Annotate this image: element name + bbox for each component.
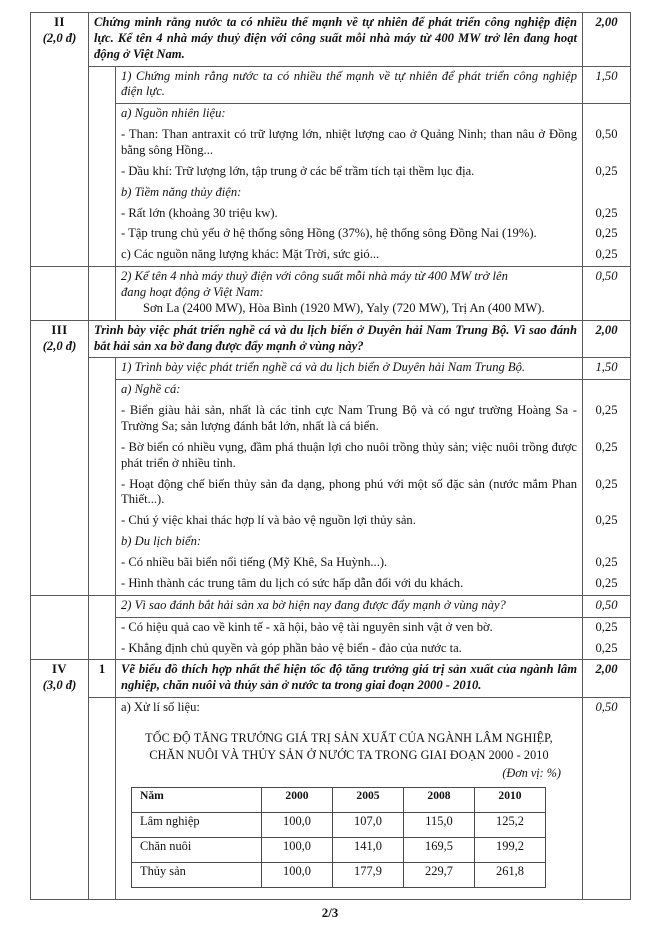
data-cell: 177,9 [333,863,404,888]
data-cell: 169,5 [404,838,475,863]
data-table-title-line-1: TỐC ĐỘ TĂNG TRƯỞNG GIÁ TRỊ SẢN XUẤT CỦA NGÀNH LÂM NGHIỆP, [145,730,553,745]
answer-score: 0,25 [583,475,631,512]
table-row [31,162,631,183]
answer-final-line-2: đang hoạt động ở Việt Nam: [121,285,264,300]
section-points: (2,0 đ) [42,30,77,45]
answer-line: - Tập trung chủ yếu ở hệ thống sông Hồng (37%), hệ thống sông Đồng Nai (19%). [116,224,583,245]
spacer-cell [89,358,116,595]
answer-score: 0,50 [583,595,631,617]
data-row-label: Thủy sản [132,863,262,888]
data-header-year: 2010 [475,788,546,813]
table-row [31,401,631,438]
data-table-header-row [132,788,546,813]
data-cell: 100,0 [262,813,333,838]
answer-line: a) Nghề cá: [116,380,583,401]
table-row [31,475,631,512]
roman-continuation [31,595,89,660]
spacer-cell [89,698,116,900]
data-block-cell [116,698,583,900]
answer-score: 0,25 [583,204,631,225]
answer-score: 1,50 [583,66,631,104]
answer-score: 0,25 [583,224,631,245]
data-cell: 125,2 [475,813,546,838]
spacer-cell [89,595,116,660]
data-table-row [132,838,546,863]
sub-label: a) Xử lí số liệu: [121,700,200,715]
answer-line-rest: Mặt Trời, sức gió... [278,247,380,262]
page-number: 2/3 [321,905,339,920]
answer-score [583,532,631,553]
section-roman-numeral: IV [52,662,67,677]
data-cell: 199,2 [475,838,546,863]
section-roman-numeral: III [51,322,68,337]
table-row [31,438,631,475]
table-row [31,595,631,617]
answer-line: - Hoạt động chế biến thủy sản đa dạng, phong phú với một số đặc sản (nước mắm Phan Thiết...). [116,475,583,512]
statistics-table [131,787,546,888]
table-row [31,358,631,380]
table-row [31,125,631,162]
spacer-cell [89,66,116,267]
section-prompt-score: 2,00 [583,320,631,358]
answer-line: b) Tiềm năng thủy điện: [116,183,583,204]
data-table-row [132,813,546,838]
table-row [31,574,631,595]
section-prompt-score: 2,00 [583,13,631,67]
data-table-title [123,730,575,764]
data-cell: 107,0 [333,813,404,838]
table-row [31,553,631,574]
answer-line: - Biển giàu hải sản, nhất là các tỉnh cực Nam Trung Bộ và có ngư trường Hoàng Sa - Trường Sa; sản lượng đánh bắt lớn, nhất là cá biển. [116,401,583,438]
answer-line: a) Nguồn nhiên liệu: [116,104,583,125]
answer-score: 0,25 [583,553,631,574]
answer-line: - Rất lớn (khoảng 30 triệu kw). [116,204,583,225]
section-roman-cell [31,320,89,595]
sub-label-score: 0,50 [583,698,631,900]
data-cell: 115,0 [404,813,475,838]
answer-score: 0,25 [583,245,631,266]
table-row [31,320,631,358]
answer-line: - Khẳng định chủ quyền và góp phần bảo vệ biển - đảo của nước ta. [116,639,583,660]
data-table-title-line-2: CHĂN NUÔI VÀ THỦY SẢN Ở NƯỚC TA TRONG GIAI ĐOẠN 2000 - 2010 [149,748,549,763]
table-row [31,245,631,266]
answer-score: 0,50 [583,125,631,162]
table-row [31,267,631,321]
section-roman-cell [31,660,89,900]
roman-continuation [31,267,89,321]
table-row [31,511,631,532]
section-roman-cell [31,13,89,267]
section-prompt: Trình bày việc phát triển nghề cá và du lịch biển ở Duyên hải Nam Trung Bộ. Vì sao đánh bắt hải sản xa bờ đang được đẩy mạnh ở vùng này? [89,320,583,358]
answer-final-line-3: Sơn La (2400 MW), Hòa Bình (1920 MW), Yaly (720 MW), Trị An (400 MW). [143,300,545,315]
table-row [31,532,631,553]
table-row [31,617,631,638]
answer-line: - Hình thành các trung tâm du lịch có sức hấp dẫn đối với du khách. [116,574,583,595]
answer-score: 0,25 [583,511,631,532]
section-prompt: Vẽ biểu đồ thích hợp nhất thể hiện tốc độ tăng trưởng giá trị sản xuất của ngành lâm nghiệp, chăn nuôi và thủy sản ở nước ta trong giai đoạn 2000 - 2010. [116,660,583,698]
table-row [31,660,631,698]
data-header-year: 2005 [333,788,404,813]
answer-line: - Dầu khí: Trữ lượng lớn, tập trung ở các bể trầm tích tại thềm lục địa. [116,162,583,183]
answer-key-table [30,12,631,900]
answer-line [116,245,583,266]
answer-line-lead: c) Các nguồn năng lượng khác: [121,247,279,262]
answer-score: 0,25 [583,401,631,438]
table-row [31,183,631,204]
data-header-year: 2000 [262,788,333,813]
data-row-label: Chăn nuôi [132,838,262,863]
table-row [31,639,631,660]
answer-score: 0,25 [583,438,631,475]
answer-line: - Chú ý việc khai thác hợp lí và bảo vệ nguồn lợi thủy sản. [116,511,583,532]
answer-line: 2) Vì sao đánh bắt hải sản xa bờ hiện nay đang được đẩy mạnh ở vùng này? [116,595,583,617]
answer-line: - Than: Than antraxit có trữ lượng lớn, nhiệt lượng cao ở Quảng Ninh; than nâu ở Đồng bằng sông Hồng... [116,125,583,162]
data-table-row [132,863,546,888]
answer-line: b) Du lịch biển: [116,532,583,553]
data-cell: 261,8 [475,863,546,888]
data-header-label: Năm [132,788,262,813]
answer-score: 0,25 [583,162,631,183]
answer-line: - Có hiệu quả cao về kinh tế - xã hội, bảo vệ tài nguyên sinh vật ở ven bờ. [116,617,583,638]
answer-final-block [116,267,583,321]
spacer-cell [89,267,116,321]
table-row [31,104,631,125]
answer-line: 1) Trình bày việc phát triển nghề cá và du lịch biển ở Duyên hải Nam Trung Bộ. [116,358,583,380]
section-prompt-score: 2,00 [583,660,631,698]
table-row [31,13,631,67]
data-cell: 229,7 [404,863,475,888]
answer-score [583,104,631,125]
section-roman-numeral: II [54,15,65,29]
answer-score [583,380,631,401]
table-row [31,698,631,900]
answer-score: 0,25 [583,639,631,660]
answer-table-body [31,13,631,900]
data-table-unit: (Đơn vị: %) [502,766,561,781]
data-header-year: 2008 [404,788,475,813]
section-points: (3,0 đ) [42,678,77,693]
data-row-label: Lâm nghiệp [132,813,262,838]
table-row [31,66,631,104]
answer-final-line-1: 2) Kể tên 4 nhà máy thuỷ điện với công suất mỗi nhà máy từ 400 MW trở lên [121,269,508,284]
answer-score: 0,25 [583,617,631,638]
section-prompt: Chứng minh rằng nước ta có nhiều thế mạnh về tự nhiên để phát triển công nghiệp điện lực. Kể tên 4 nhà máy thuỷ điện với công suất mỗi nhà máy từ 400 MW trở lên đang hoạt động ở Việt Nam. [89,13,583,67]
section-points: (2,0 đ) [42,338,77,353]
answer-score: 1,50 [583,358,631,380]
answer-final-score: 0,50 [583,267,631,321]
table-row [31,204,631,225]
answer-line: - Có nhiều bãi biển nổi tiếng (Mỹ Khê, Sa Huỳnh...). [116,553,583,574]
data-cell: 141,0 [333,838,404,863]
answer-score: 0,25 [583,574,631,595]
statistics-block [121,716,577,897]
table-row [31,224,631,245]
answer-line: - Bờ biển có nhiều vụng, đầm phá thuận lợi cho nuôi trồng thủy sản; việc nuôi trồng được phát triển ở nhiều tỉnh. [116,438,583,475]
answer-score [583,183,631,204]
data-cell: 100,0 [262,863,333,888]
data-cell: 100,0 [262,838,333,863]
answer-line: 1) Chứng minh rằng nước ta có nhiều thế mạnh về tự nhiên để phát triển công nghiệp điện lực. [116,66,583,104]
section-sub-number: 1 [89,660,116,698]
table-row [31,380,631,401]
